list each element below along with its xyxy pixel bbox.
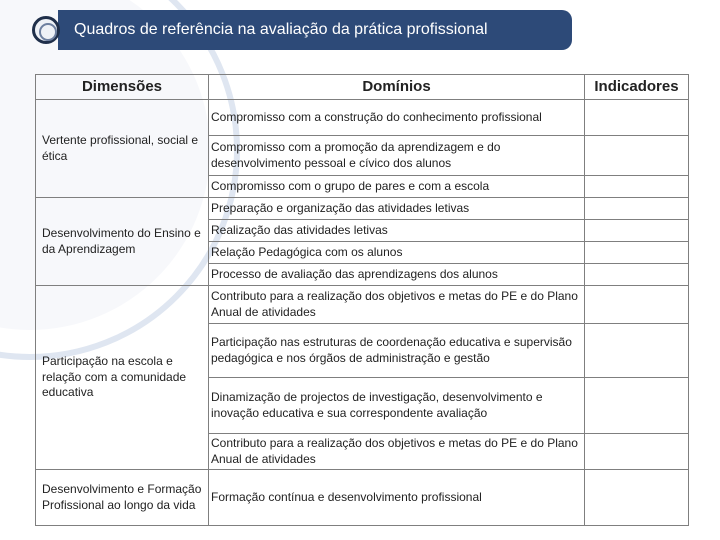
header-dimensoes: Dimensões	[36, 75, 209, 100]
circle-logo-icon	[32, 16, 60, 44]
indicator-cell	[585, 242, 689, 264]
table-row	[36, 286, 689, 324]
table-row	[36, 470, 689, 526]
header-dominios: Domínios	[209, 75, 585, 100]
indicator-cell	[585, 198, 689, 220]
domain-cell: Realização das atividades letivas	[209, 220, 585, 242]
domain-cell: Relação Pedagógica com os alunos	[209, 242, 585, 264]
indicator-cell	[585, 324, 689, 378]
domain-cell: Compromisso com a construção do conhecimento profissional	[209, 100, 585, 136]
indicator-cell	[585, 286, 689, 324]
indicator-cell	[585, 470, 689, 526]
indicator-cell	[585, 100, 689, 136]
indicator-cell	[585, 136, 689, 176]
indicator-cell	[585, 378, 689, 434]
indicator-cell	[585, 220, 689, 242]
title-bar	[58, 10, 572, 50]
header-indicadores: Indicadores	[585, 75, 689, 100]
domain-cell: Compromisso com o grupo de pares e com a escola	[209, 176, 585, 198]
dimension-cell: Desenvolvimento e Formação Profissional ao longo da vida	[36, 470, 209, 526]
domain-cell: Participação nas estruturas de coordenação educativa e supervisão pedagógica e nos órgãos de administração e gestão	[209, 324, 585, 378]
reference-table	[35, 74, 689, 526]
page-title: Quadros de referência na avaliação da prática profissional	[74, 21, 488, 38]
table-row	[36, 198, 689, 220]
indicator-cell	[585, 434, 689, 470]
indicator-cell	[585, 176, 689, 198]
domain-cell: Compromisso com a promoção da aprendizagem e do desenvolvimento pessoal e cívico dos alunos	[209, 136, 585, 176]
dimension-cell: Participação na escola e relação com a comunidade educativa	[36, 286, 209, 470]
dimension-cell: Vertente profissional, social e ética	[36, 100, 209, 198]
domain-cell: Processo de avaliação das aprendizagens dos alunos	[209, 264, 585, 286]
domain-cell: Preparação e organização das atividades letivas	[209, 198, 585, 220]
header-row	[36, 75, 689, 100]
dimension-cell: Desenvolvimento do Ensino e da Aprendizagem	[36, 198, 209, 286]
domain-cell: Dinamização de projectos de investigação, desenvolvimento e inovação educativa e sua correspondente avaliação	[209, 378, 585, 434]
table-row	[36, 100, 689, 136]
domain-cell: Formação contínua e desenvolvimento profissional	[209, 470, 585, 526]
domain-cell: Contributo para a realização dos objetivos e metas do PE e do Plano Anual de atividades	[209, 434, 585, 470]
indicator-cell	[585, 264, 689, 286]
domain-cell: Contributo para a realização dos objetivos e metas do PE e do Plano Anual de atividades	[209, 286, 585, 324]
